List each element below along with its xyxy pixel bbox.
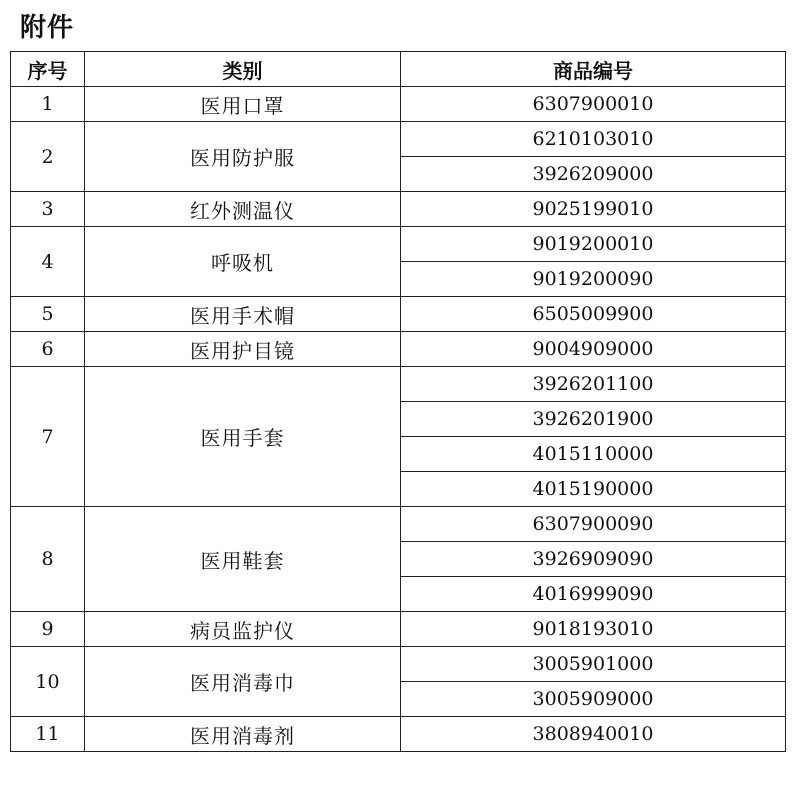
header-seq: 序号 — [11, 52, 85, 87]
table-row — [11, 612, 786, 647]
table-row — [11, 87, 786, 122]
cell-seq: 2 — [11, 122, 85, 192]
cell-code: 4016999090 — [401, 577, 786, 612]
cell-seq: 11 — [11, 717, 85, 752]
goods-table — [10, 51, 786, 752]
cell-seq: 3 — [11, 192, 85, 227]
cell-code: 6307900090 — [401, 507, 786, 542]
cell-code: 3926909090 — [401, 542, 786, 577]
cell-seq: 9 — [11, 612, 85, 647]
cell-seq: 1 — [11, 87, 85, 122]
cell-code: 3926209000 — [401, 157, 786, 192]
cell-category: 医用手套 — [85, 367, 401, 507]
table-row — [11, 227, 786, 262]
cell-seq: 7 — [11, 367, 85, 507]
header-code: 商品编号 — [401, 52, 786, 87]
table-header-row — [11, 52, 786, 87]
cell-code: 9019200090 — [401, 262, 786, 297]
cell-code: 9025199010 — [401, 192, 786, 227]
table-row — [11, 297, 786, 332]
cell-category: 医用护目镜 — [85, 332, 401, 367]
cell-category: 医用防护服 — [85, 122, 401, 192]
cell-seq: 8 — [11, 507, 85, 612]
cell-code: 9018193010 — [401, 612, 786, 647]
table-row — [11, 647, 786, 682]
cell-code: 3005909000 — [401, 682, 786, 717]
cell-code: 6210103010 — [401, 122, 786, 157]
cell-code: 4015110000 — [401, 437, 786, 472]
table-row — [11, 332, 786, 367]
cell-code: 6505009900 — [401, 297, 786, 332]
cell-seq: 4 — [11, 227, 85, 297]
cell-code: 9019200010 — [401, 227, 786, 262]
cell-category: 医用消毒巾 — [85, 647, 401, 717]
table-row — [11, 717, 786, 752]
cell-seq: 6 — [11, 332, 85, 367]
table-row — [11, 367, 786, 402]
cell-code: 3926201900 — [401, 402, 786, 437]
table-row — [11, 507, 786, 542]
cell-code: 6307900010 — [401, 87, 786, 122]
page-title: 附件 — [20, 13, 75, 43]
table-row — [11, 122, 786, 157]
cell-category: 医用手术帽 — [85, 297, 401, 332]
table-row — [11, 192, 786, 227]
cell-code: 3808940010 — [401, 717, 786, 752]
cell-category: 红外测温仪 — [85, 192, 401, 227]
cell-code: 4015190000 — [401, 472, 786, 507]
cell-category: 医用口罩 — [85, 87, 401, 122]
cell-code: 3005901000 — [401, 647, 786, 682]
header-category: 类别 — [85, 52, 401, 87]
cell-code: 3926201100 — [401, 367, 786, 402]
cell-code: 9004909000 — [401, 332, 786, 367]
cell-seq: 5 — [11, 297, 85, 332]
cell-seq: 10 — [11, 647, 85, 717]
cell-category: 病员监护仪 — [85, 612, 401, 647]
cell-category: 呼吸机 — [85, 227, 401, 297]
cell-category: 医用消毒剂 — [85, 717, 401, 752]
cell-category: 医用鞋套 — [85, 507, 401, 612]
table-body — [11, 87, 786, 752]
